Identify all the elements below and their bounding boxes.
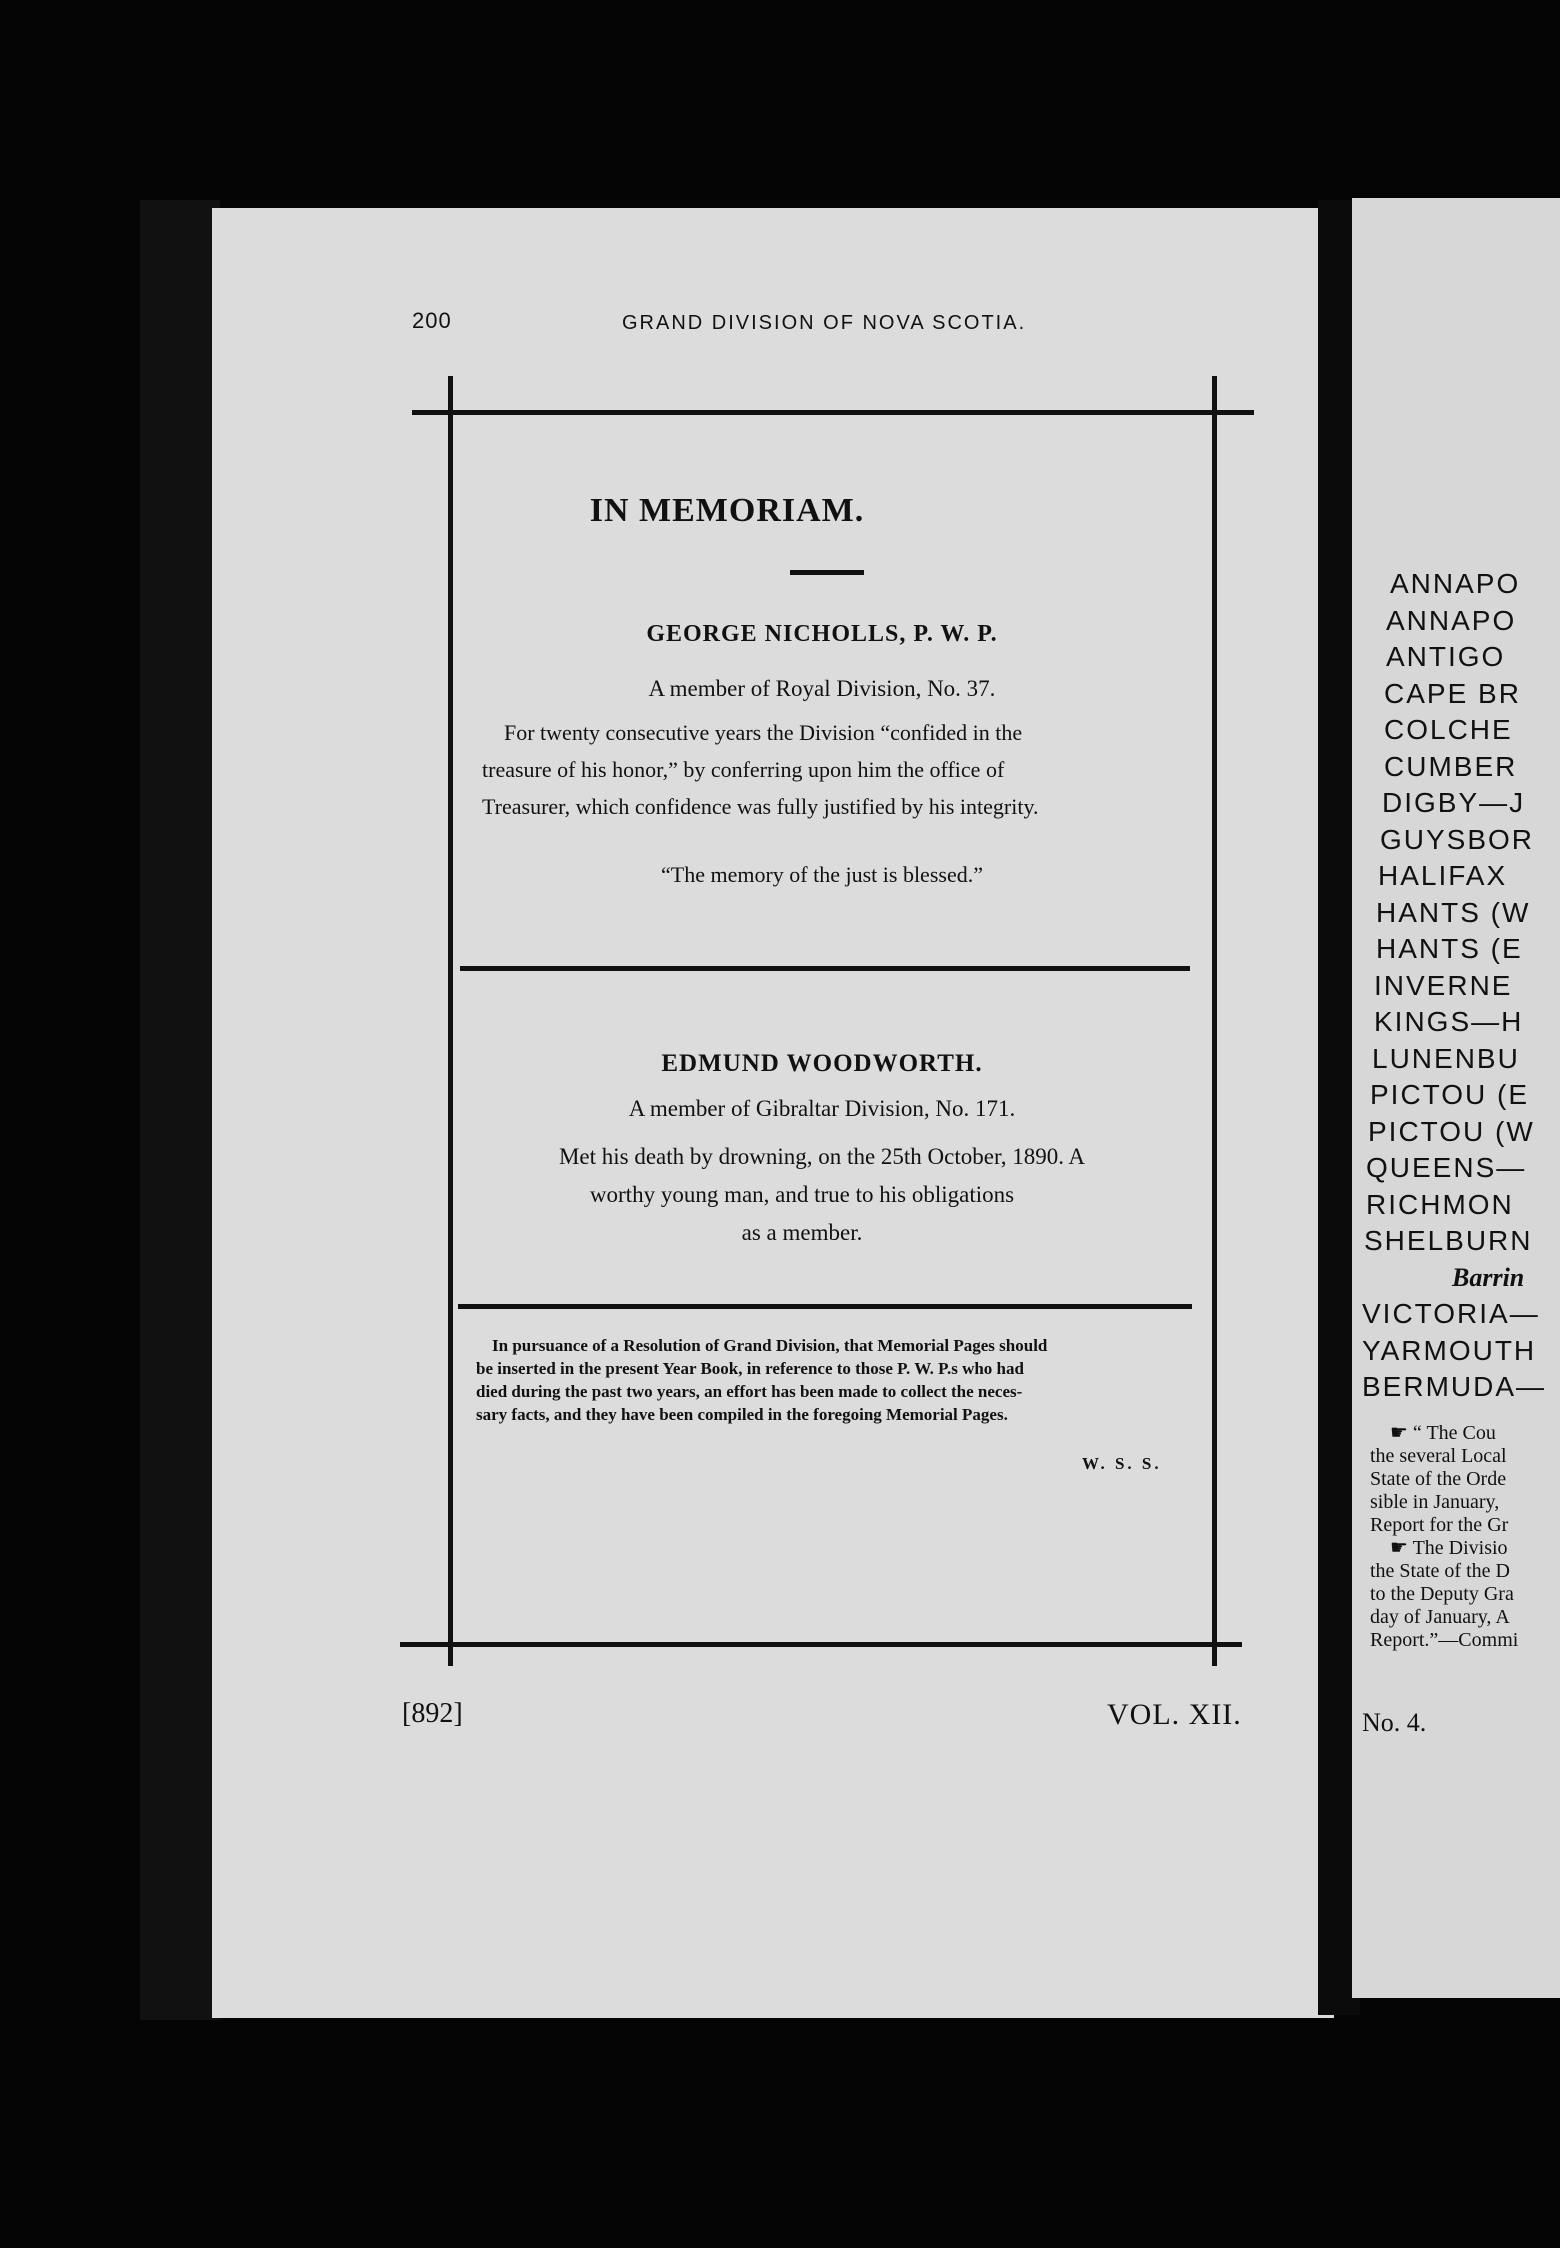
right-page-footer: No. 4.: [1362, 1708, 1427, 1737]
note-line-4: sary facts, and they have been compiled in the foregoing Memorial Pages.: [476, 1405, 1008, 1424]
footer-right: VOL. XII.: [1107, 1698, 1242, 1731]
list-item: COLCHE: [1384, 714, 1513, 745]
page-number: 200: [412, 308, 452, 333]
footer-left: [892]: [402, 1698, 463, 1729]
list-item: YARMOUTH: [1362, 1334, 1537, 1366]
right-page: [1352, 198, 1560, 1998]
list-item: CUMBER: [1384, 750, 1518, 782]
list-item: KINGS—H: [1374, 1006, 1524, 1037]
note-line-3: died during the past two years, an effort has been made to collect the neces-: [476, 1382, 1023, 1401]
signature: W. S. S.: [1082, 1454, 1162, 1473]
note-line: the several Local: [1370, 1445, 1507, 1467]
note-line: day of January, A: [1370, 1606, 1510, 1628]
entry-divider-2: [458, 1304, 1192, 1309]
list-item: ANNAPO: [1390, 568, 1521, 599]
list-item: ANTIGO: [1386, 641, 1506, 672]
list-item: RICHMON: [1366, 1188, 1514, 1220]
running-head: GRAND DIVISION OF NOVA SCOTIA.: [622, 312, 1027, 334]
list-item: Barrin: [1452, 1262, 1525, 1292]
list-item: SHELBURN: [1364, 1225, 1533, 1256]
list-item: HANTS (W: [1376, 896, 1531, 928]
entry-2-membership: A member of Gibraltar Division, No. 171.: [628, 1096, 1016, 1121]
list-item: INVERNE: [1374, 969, 1513, 1001]
list-item: DIGBY—J: [1382, 787, 1526, 818]
note-line-2: be inserted in the present Year Book, in reference to those P. W. P.s who had: [476, 1359, 1024, 1378]
frame-bottom-rule: [400, 1642, 1242, 1647]
page-title: IN MEMORIAM.: [589, 492, 865, 529]
list-item: QUEENS—: [1366, 1152, 1527, 1183]
list-item: HANTS (E: [1376, 933, 1523, 964]
list-item: GUYSBOR: [1380, 823, 1535, 855]
entry-1-membership: A member of Royal Division, No. 37.: [648, 676, 996, 701]
list-item: CAPE BR: [1384, 677, 1521, 709]
note-line: ☛ The Divisio: [1390, 1537, 1508, 1559]
note-line: the State of the D: [1370, 1560, 1510, 1582]
frame-right-rule: [1212, 376, 1217, 1666]
note-line: ☛ “ The Cou: [1390, 1422, 1496, 1444]
book-gutter: [140, 200, 220, 2020]
entry-1-quote: “The memory of the just is blessed.”: [661, 862, 983, 887]
note-line: Report for the Gr: [1370, 1514, 1509, 1536]
entry-2-name: EDMUND WOODWORTH.: [661, 1050, 983, 1077]
list-item: PICTOU (E: [1370, 1079, 1530, 1110]
county-list: [1362, 566, 1547, 1406]
entry-2-line-2: worthy young man, and true to his obligations: [589, 1182, 1015, 1207]
note-line: Report.”—Commi: [1370, 1629, 1519, 1651]
entry-1-name: GEORGE NICHOLLS, P. W. P.: [646, 621, 998, 647]
entry-2-line-3: as a member.: [741, 1220, 863, 1245]
entry-1-line-1: For twenty consecutive years the Division “confided in the: [504, 720, 1023, 745]
note-line: sible in January,: [1370, 1491, 1500, 1513]
entry-1-line-2: treasure of his honor,” by conferring upon him the office of: [482, 757, 1005, 782]
note-line: State of the Orde: [1370, 1468, 1507, 1490]
list-item: BERMUDA—: [1362, 1371, 1547, 1402]
frame-left-rule: [448, 376, 453, 1666]
entry-1-line-3: Treasurer, which confidence was fully justified by his integrity.: [482, 794, 1039, 819]
note-line: to the Deputy Gra: [1370, 1583, 1514, 1605]
list-item: HALIFAX: [1378, 860, 1508, 891]
memorial-note: [476, 1334, 1186, 1426]
note-line-1: In pursuance of a Resolution of Grand Division, that Memorial Pages should: [492, 1336, 1048, 1355]
right-page-notes: [1370, 1422, 1518, 1652]
frame-top-rule: [412, 410, 1254, 415]
entry-1-text: [482, 714, 1186, 825]
list-item: ANNAPO: [1386, 604, 1517, 636]
entry-2-line-1: Met his death by drowning, on the 25th October, 1890. A: [558, 1144, 1086, 1169]
list-item: LUNENBU: [1372, 1042, 1520, 1074]
title-dash: [790, 570, 864, 575]
entry-divider-1: [460, 966, 1190, 971]
list-item: VICTORIA—: [1362, 1298, 1540, 1329]
left-page: [212, 208, 1334, 2018]
list-item: PICTOU (W: [1368, 1115, 1535, 1147]
